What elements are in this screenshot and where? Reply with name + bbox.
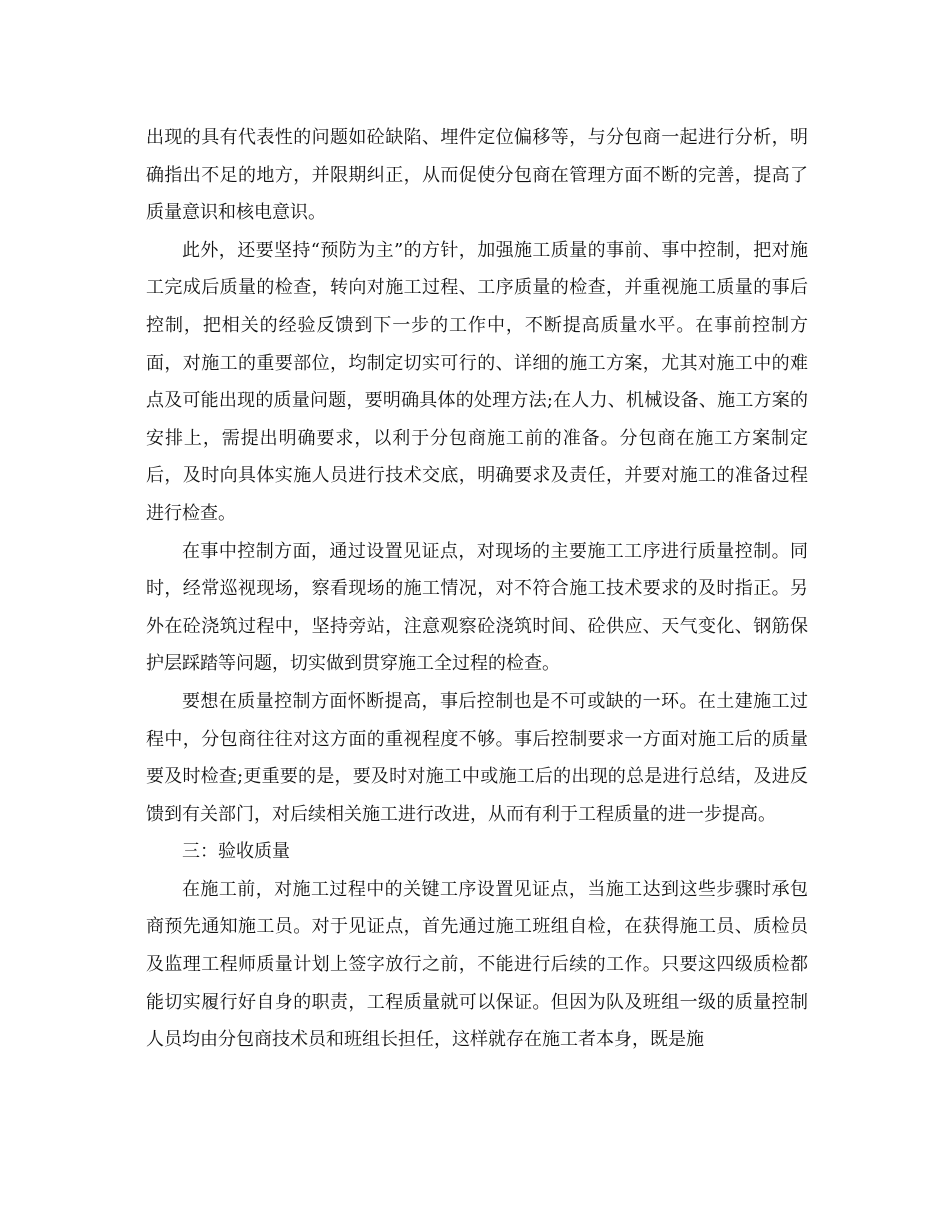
paragraph-post-control: 要想在质量控制方面怀断提高，事后控制也是不可或缺的一环。在土建施工过程中，分包商往往对这方面的重视程度不够。事后控制要求一方面对施工后的质量要及时检查;更重要的是，要及时对施工中或施工后的出现的总是进行总结，及进反馈到有关部门，对后续相关施工进行改进，从而有利于工程质量的进一步提高。 xyxy=(146,690,808,825)
paragraph-witness-points: 在施工前，对施工过程中的关键工序设置见证点，当施工达到这些步骤时承包商预先通知施工员。对于见证点，首先通过施工班组自检，在获得施工员、质检员及监理工程师质量计划上签字放行之前，不能进行后续的工作。只要这四级质检都能切实履行好自身的职责，工程质量就可以保证。但因为队及班组一级的质量控制人员均由分包商技术员和班组长担任，这样就存在施工者本身，既是施 xyxy=(146,878,808,1051)
document-page xyxy=(146,119,808,1059)
paragraph-prevention-policy: 此外，还要坚持“预防为主”的方针，加强施工质量的事前、事中控制，把对施工完成后质量的检查，转向对施工过程、工序质量的检查，并重视施工质量的事后控制，把相关的经验反馈到下一步的工作中，不断提高质量水平。在事前控制方面，对施工的重要部位，均制定切实可行的、详细的施工方案，尤其对施工中的难点及可能出现的质量问题，要明确具体的处理方法;在人力、机械设备、施工方案的安排上，需提出明确要求，以利于分包商施工前的准备。分包商在施工方案制定后，及时向具体实施人员进行技术交底，明确要求及责任，并要对施工的准备过程进行检查。 xyxy=(146,239,808,524)
section-heading-acceptance-quality: 三：验收质量 xyxy=(182,841,290,863)
paragraph-continuation: 出现的具有代表性的问题如砼缺陷、埋件定位偏移等，与分包商一起进行分析，明确指出不足的地方，并限期纠正，从而促使分包商在管理方面不断的完善，提高了质量意识和核电意识。 xyxy=(146,127,808,224)
paragraph-in-process-control: 在事中控制方面，通过设置见证点，对现场的主要施工工序进行质量控制。同时，经常巡视现场，察看现场的施工情况，对不符合施工技术要求的及时指正。另外在砼浇筑过程中，坚持旁站，注意观察砼浇筑时间、砼供应、天气变化、钢筋保护层踩踏等问题，切实做到贯穿施工全过程的检查。 xyxy=(146,540,808,675)
